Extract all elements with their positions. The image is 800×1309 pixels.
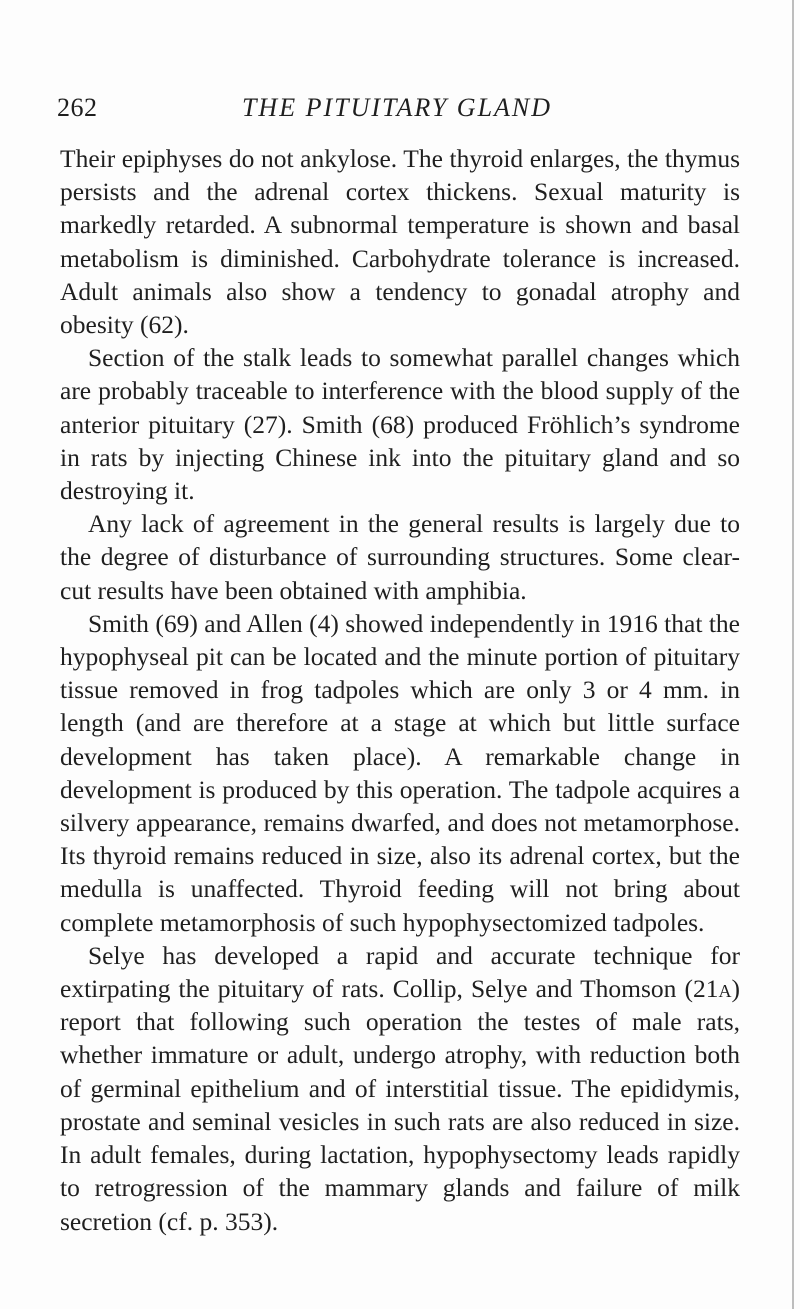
paragraph-tadpole-experiments: Smith (69) and Allen (4) showed independently in 1916 that the hypophyseal pit can be located and the minute portion of pituitary tissue removed in frog tadpoles which are only 3 or 4 mm. in length (and are therefore at a stage at which but little surface development has taken place). A remarkable change in development is produced by this operation. The tadpole acquires a silvery appearance, remains dwarfed, and does not metamorphose. Its thyroid remains reduced in size, also its adrenal cortex, but the medulla is unaffected. Thyroid feeding will not bring about complete metamorphosis of such hypophysectomized tadpoles. [60, 608, 740, 937]
reference-suffix-small-caps: a [718, 974, 732, 1004]
paragraph-selye-text-before: Selye has developed a rapid and accurate technique for extirpating the pituitary of rats. Collip, Selye and Thomson (21 [60, 940, 740, 1004]
paragraph-selye-technique [60, 939, 740, 1238]
body-text [60, 142, 740, 1238]
page-edge-line [792, 0, 794, 1309]
page-number: 262 [57, 93, 98, 122]
paragraph-stalk-section: Section of the stalk leads to somewhat parallel changes which are probably traceable to interference with the blood supply of the anterior pituitary (27). Smith (68) produced Fröhlich’s syndrome in rats by injecting Chinese ink into the pituitary gland and so destroying it. [60, 343, 740, 506]
paragraph-selye-text-after: ) report that following such operation the testes of male rats, whether immature or adult, undergo atrophy, with reduction both of germinal epithelium and of interstitial tissue. The epididymis, prostate and seminal vesicles in such rats are also reduced in size. In adult females, during lactation, hypophysectomy leads rapidly to retrogression of the mammary glands and failure of milk secretion (cf. p. 353). [60, 974, 740, 1236]
running-head [57, 93, 737, 127]
paragraph-thyroid-changes: Their epiphyses do not ankylose. The thyroid enlarges, the thymus persists and the adrenal cortex thickens. Sexual maturity is markedly retarded. A subnormal temperature is shown and basal metabolism is diminished. Carbohydrate tolerance is increased. Adult animals also show a tendency to gonadal atrophy and obesity (62). [60, 144, 740, 340]
paragraph-general-results: Any lack of agreement in the general results is largely due to the degree of disturbance of surrounding structures. Some clear-cut results have been obtained with amphibia. [60, 509, 740, 605]
running-title: THE PITUITARY GLAND [241, 93, 553, 122]
